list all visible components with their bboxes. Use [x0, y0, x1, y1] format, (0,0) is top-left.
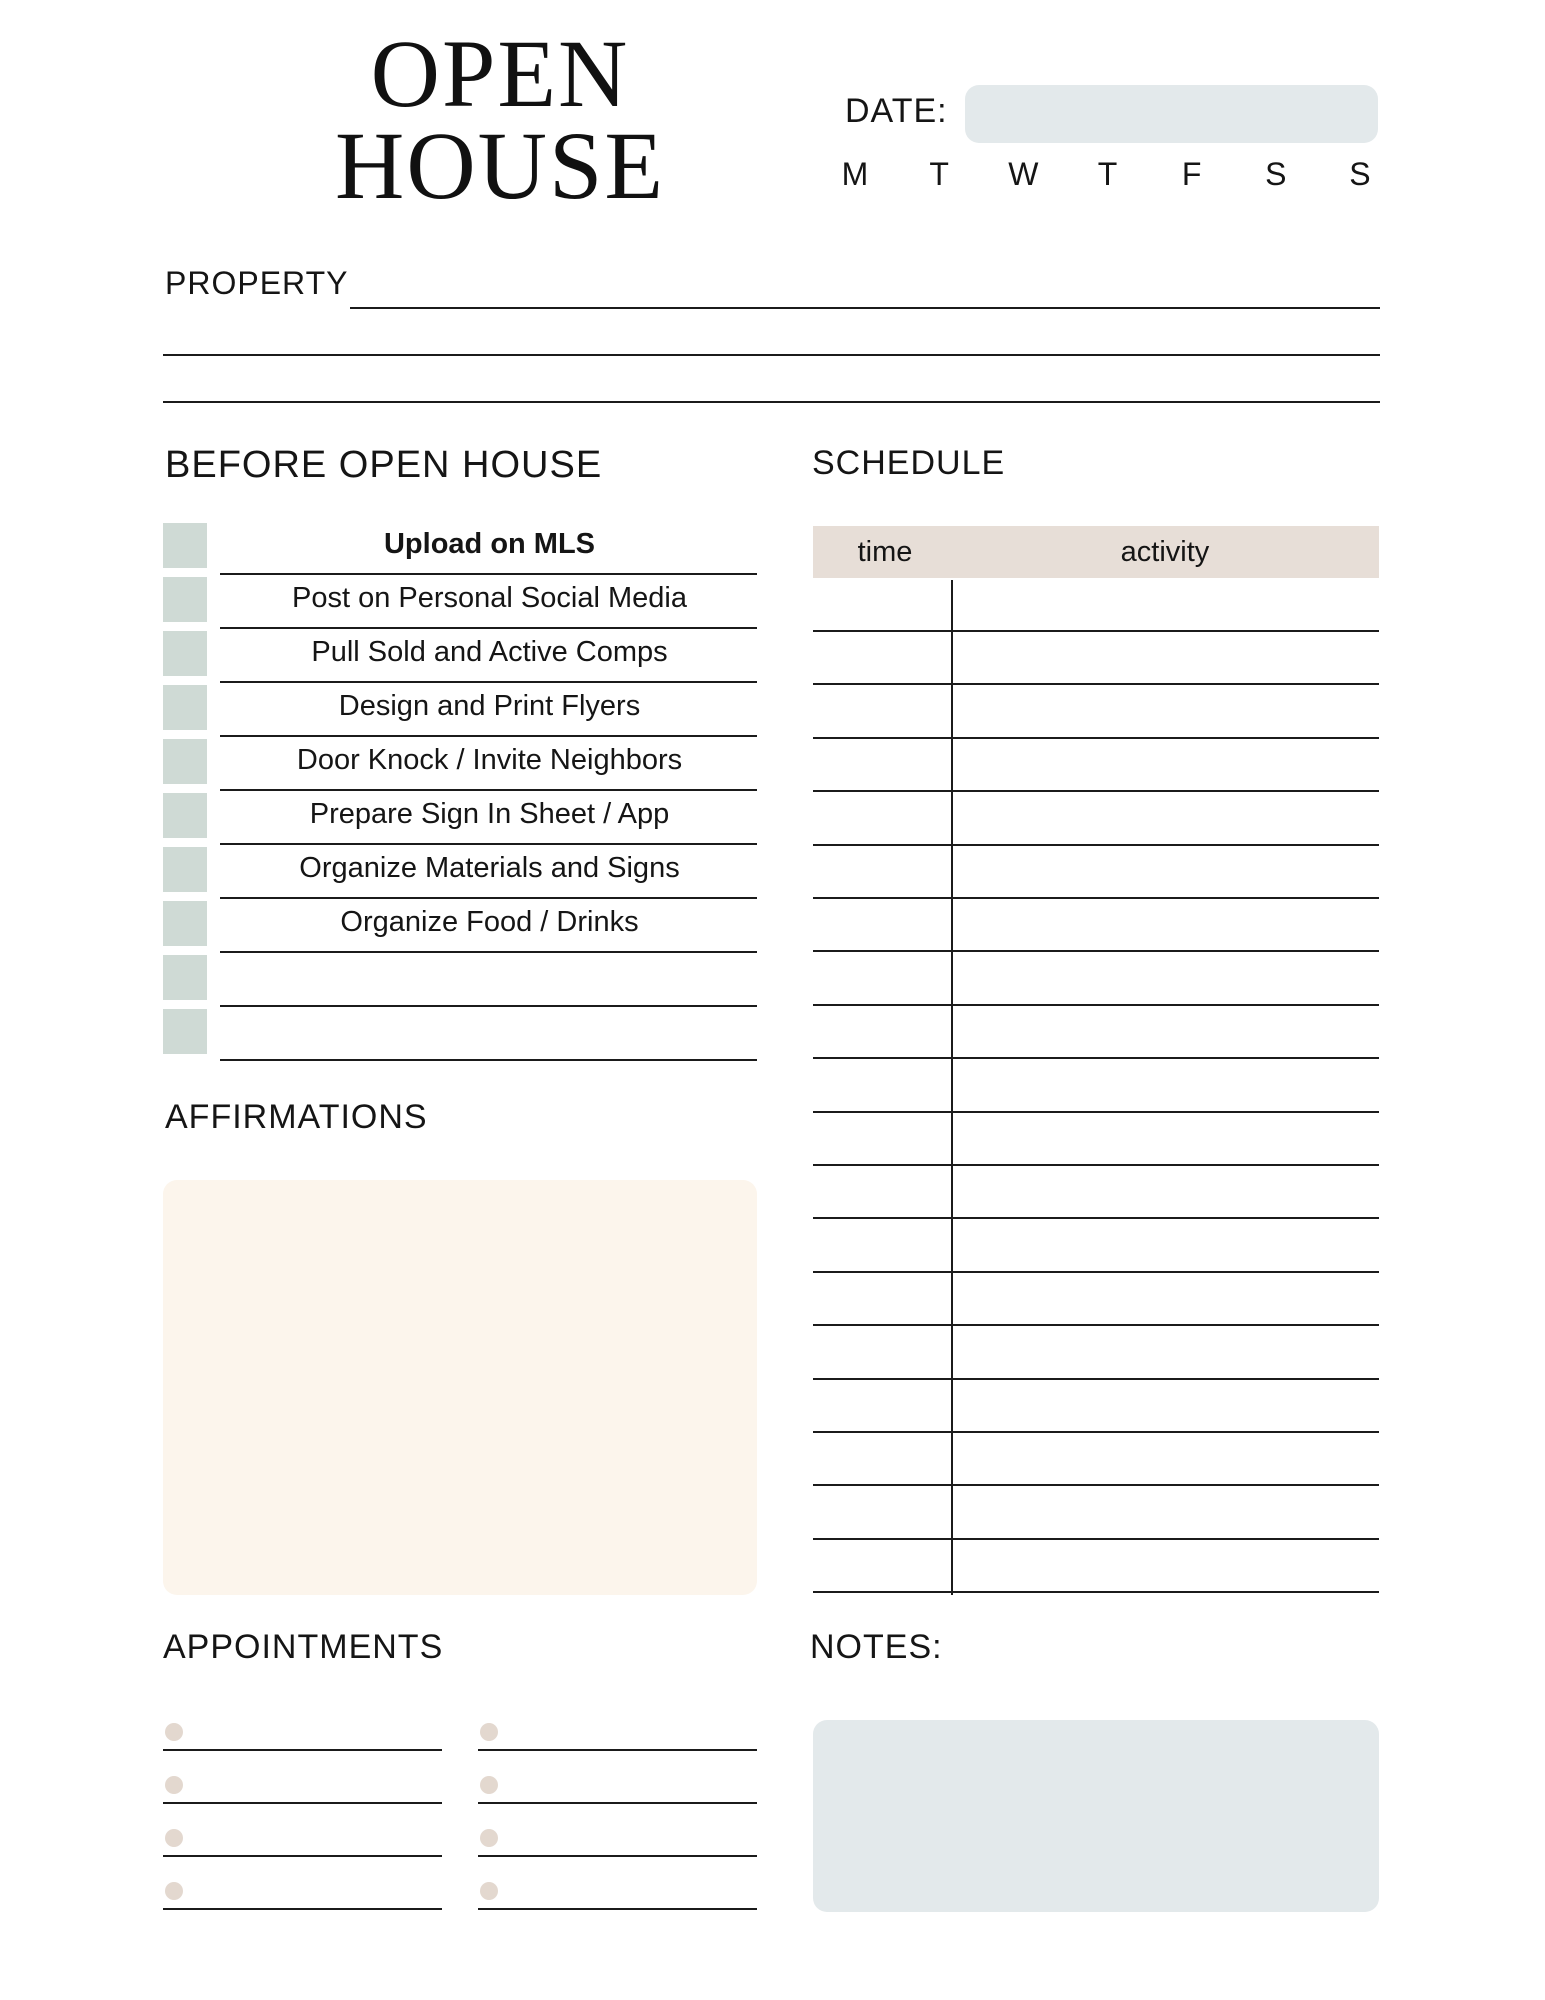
notes-heading: NOTES:: [810, 1628, 943, 1666]
schedule-row-line[interactable]: [813, 683, 1379, 685]
weekday-sun[interactable]: S: [1349, 156, 1371, 192]
appointment-line[interactable]: [163, 1908, 442, 1910]
weekday-mon[interactable]: M: [841, 156, 869, 192]
task-label[interactable]: Organize Materials and Signs: [299, 852, 680, 884]
property-line-2[interactable]: [163, 354, 1380, 356]
appointment-bullet: [165, 1776, 183, 1794]
schedule-row-line[interactable]: [813, 1431, 1379, 1433]
schedule-row-line[interactable]: [813, 1378, 1379, 1380]
weekday-sat[interactable]: S: [1265, 156, 1287, 192]
schedule-row-line[interactable]: [813, 1217, 1379, 1219]
task-checkbox[interactable]: [163, 631, 207, 676]
appointment-bullet: [165, 1723, 183, 1741]
task-label[interactable]: Post on Personal Social Media: [292, 582, 687, 614]
appointment-line[interactable]: [163, 1802, 442, 1804]
task-label[interactable]: [222, 1004, 757, 1057]
task-checkbox[interactable]: [163, 739, 207, 784]
appointments-heading: APPOINTMENTS: [163, 1628, 444, 1666]
date-label: DATE:: [845, 92, 948, 130]
date-field[interactable]: [965, 85, 1378, 143]
schedule-row-line[interactable]: [813, 790, 1379, 792]
title-line-2: HOUSE: [334, 112, 665, 219]
appointment-line[interactable]: [478, 1908, 757, 1910]
schedule-row-line[interactable]: [813, 1271, 1379, 1273]
task-checkbox[interactable]: [163, 793, 207, 838]
appointment-line[interactable]: [478, 1855, 757, 1857]
appointment-line[interactable]: [478, 1802, 757, 1804]
schedule-row-line[interactable]: [813, 1111, 1379, 1113]
task-checkbox[interactable]: [163, 1009, 207, 1054]
appointment-line[interactable]: [163, 1855, 442, 1857]
schedule-row-line[interactable]: [813, 737, 1379, 739]
appointment-bullet: [165, 1882, 183, 1900]
task-label[interactable]: [222, 950, 757, 1003]
appointment-line[interactable]: [163, 1749, 442, 1751]
weekday-wed[interactable]: W: [1008, 156, 1039, 192]
property-label: PROPERTY: [165, 265, 349, 301]
schedule-row-line[interactable]: [813, 1591, 1379, 1593]
schedule-row-line[interactable]: [813, 897, 1379, 899]
schedule-row-line[interactable]: [813, 1004, 1379, 1006]
task-label[interactable]: Door Knock / Invite Neighbors: [296, 744, 683, 776]
affirmations-box[interactable]: [163, 1180, 757, 1595]
notes-box[interactable]: [813, 1720, 1379, 1912]
schedule-col-time: time: [857, 536, 913, 568]
schedule-col-activity: activity: [1120, 536, 1210, 568]
schedule-heading: SCHEDULE: [812, 444, 1006, 482]
property-line-1[interactable]: [350, 307, 1380, 309]
task-label[interactable]: Design and Print Flyers: [338, 690, 641, 722]
task-checkbox[interactable]: [163, 685, 207, 730]
task-checkbox[interactable]: [163, 577, 207, 622]
task-checkbox[interactable]: [163, 955, 207, 1000]
schedule-row-line[interactable]: [813, 1324, 1379, 1326]
schedule-row-line[interactable]: [813, 950, 1379, 952]
appointment-bullet: [480, 1882, 498, 1900]
affirmations-heading: AFFIRMATIONS: [165, 1098, 428, 1136]
task-underline: [220, 1059, 757, 1061]
schedule-row-line[interactable]: [813, 1484, 1379, 1486]
title-line-1: OPEN: [370, 20, 630, 127]
appointment-bullet: [480, 1829, 498, 1847]
weekday-fri[interactable]: F: [1181, 156, 1202, 192]
schedule-row-line[interactable]: [813, 1164, 1379, 1166]
appointment-bullet: [165, 1829, 183, 1847]
schedule-column-divider: [951, 580, 953, 1595]
task-checkbox[interactable]: [163, 847, 207, 892]
weekday-thu[interactable]: T: [1097, 156, 1118, 192]
schedule-row-line[interactable]: [813, 630, 1379, 632]
appointment-line[interactable]: [478, 1749, 757, 1751]
appointment-bullet: [480, 1723, 498, 1741]
schedule-row-line[interactable]: [813, 1538, 1379, 1540]
task-checkbox[interactable]: [163, 523, 207, 568]
task-label[interactable]: Prepare Sign In Sheet / App: [309, 798, 670, 830]
task-label[interactable]: Organize Food / Drinks: [340, 906, 639, 938]
property-line-3[interactable]: [163, 401, 1380, 403]
schedule-row-line[interactable]: [813, 844, 1379, 846]
weekday-selector: [835, 156, 1380, 193]
appointment-bullet: [480, 1776, 498, 1794]
task-checkbox[interactable]: [163, 901, 207, 946]
schedule-row-line[interactable]: [813, 1057, 1379, 1059]
task-label[interactable]: Upload on MLS: [383, 528, 596, 560]
weekday-tue[interactable]: T: [929, 156, 949, 192]
page-title: [290, 20, 710, 219]
task-label[interactable]: Pull Sold and Active Comps: [311, 636, 668, 668]
before-open-house-heading: BEFORE OPEN HOUSE: [165, 444, 603, 486]
